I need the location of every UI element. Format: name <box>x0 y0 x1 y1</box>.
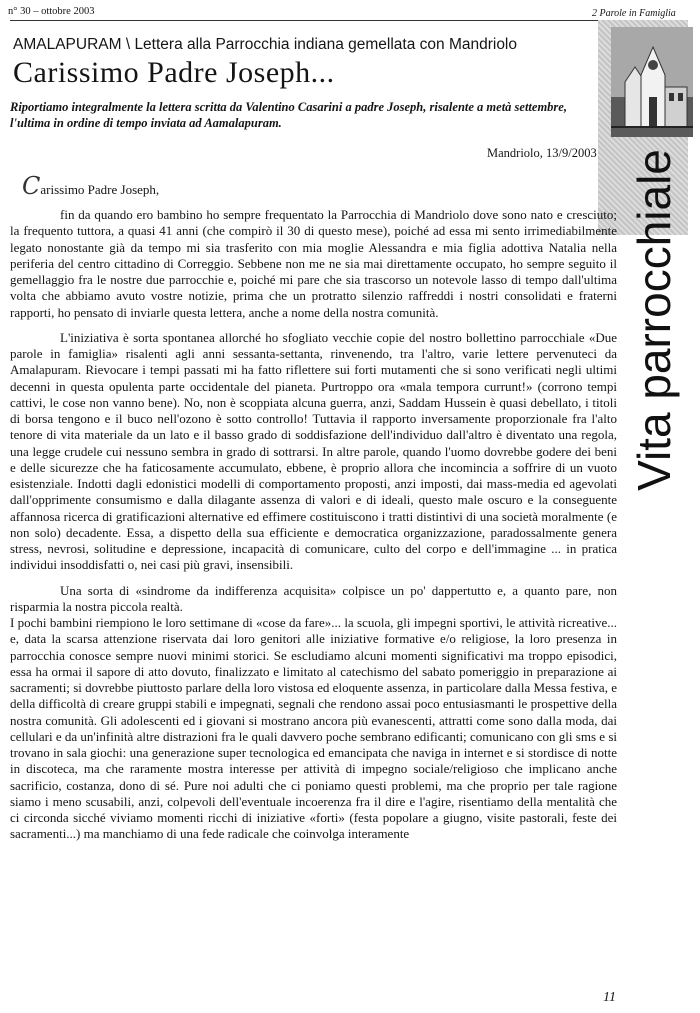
section-title-text: Vita parrocchiale <box>628 149 680 491</box>
body-paragraph-2: L'iniziativa è sorta spontanea allorché ho sfogliato vecchie copie del nostro bollettino parrocchiale «Due parole in famiglia» risalenti agli anni sessanta-settanta, rinvenendo, tra l'altro, varie lettere pervenuteci da Amalapuram. Rievocare i tempi passati mi ha fatto riflettere sui forti mutamenti che si sono verificati negli ultimi decenni in questa opulenta parte occidentale del pianeta. Purtroppo ora «mala tempora currunt!» (corrono tempi cattivi, le cose non vanno bene). No, non è scoppiata alcuna guerra, anzi, Saddam Hussein è quasi debellato, i titoli di borsa tengono e il buco nell'ozono è sotto controllo! Tuttavia il rapporto inversamente proporzionale fra l'alto tenore di vita materiale da un lato e il basso grado di soddisfazione dell'individuo dall'altro è diventato una regola, una legge crudele cui nessuno sembra in grado di sottrarsi. In altre parole, quando l'uomo dovrebbe godere dei beni e delle sicurezze che ha faticosamente accumulato, ebbene, è proprio allora che incomincia a soffrire di un vuoto esistenziale. Indotti dagli edonistici modelli di comportamento proposti, anzi imposti, dai mass-media ed agevolati dall'opprimente consumismo e dalla dilagante assenza di valori e di ideali, questo male oscuro e la conseguente affannosa ricerca di gratificazioni alternative ed effimere costituiscono i tratti distintivi di una società moralmente (e non solo) decadente. Essa, a dispetto della sua efficiente e democratica organizzazione, paradossalmente genera stress, nevrosi, solitudine e depressione, incapacità di comunicare, culto del corpo e dell'immagine ... in pratica individui insoddisfatti o, nei casi più gravi, insensibili. <box>10 329 617 573</box>
article-kicker: AMALAPURAM \ Lettera alla Parrocchia indiana gemellata con Mandriolo <box>13 36 517 53</box>
salutation-text: arissimo Padre Joseph, <box>40 182 160 197</box>
body-paragraph-4: I pochi bambini riempiono le loro settimane di «cose da fare»... la scuola, gli impegni sportivi, le attività ricreative... e, data la scarsa attenzione riservata dai loro genitori alle iniziative formative e/o religiose, la loro presenza in parrocchia conosce sempre nuovi minimi storici. Se escludiamo alcuni momenti significativi ma troppo episodici, essa ha ormai il sapore di atto dovuto, finalizzato e limitato al catechismo del sabato pomeriggio in preparazione ai sacramenti; si dovrebbe piuttosto parlare della loro vistosa ed eloquente assenza, in particolare dalla Messa festiva, e della difficoltà di creare gruppi stabili e impegnati, segnali che rendono assai poco entusiasmanti le prospettive della nostra comunità. Gli adolescenti ed i giovani si mostrano ancora più evanescenti, attratti come sono dalla moda, dai cellulari e da un'infinità altre distrazioni fra le quali davvero poche sembrano edificanti; comunicano con gli sms e si trovano in sala giochi: una generazione super tecnologica ed emancipata che naviga in internet e si stordisce di notte in discoteca, ma che raramente mostra interesse per attività di impegno sociale/religioso che implicano anche sacrificio, costanza, dono di sé. Pure noi adulti che ci poniamo questi problemi, ma che proprio per tale ragione siamo i meno scusabili, anzi, colpevoli dell'eventuale incoerenza fra il dire e l'agire, risentiamo della mentalità che ci circonda sicché viviamo momenti ricchi di iniziative «forti» (festa popolare a giugno, visite pastorali, feste dei sacramenti...) ma manchiamo di una fede radicale che coinvolga interamente <box>10 615 617 842</box>
body-paragraph-3: Una sorta di «sindrome da indifferenza acquisita» colpisce un po' dappertutto e, a quanto pare, non risparmia la nostra piccola realtà. <box>10 582 617 614</box>
letter-salutation <box>22 172 159 200</box>
issue-label: n° 30 – ottobre 2003 <box>8 6 95 17</box>
header-rule <box>10 20 600 21</box>
article-title: Carissimo Padre Joseph... <box>13 56 335 89</box>
church-photo <box>611 27 693 137</box>
salutation-initial: C <box>22 172 41 200</box>
letter-dateline: Mandriolo, 13/9/2003 <box>487 146 597 160</box>
page-number: 11 <box>603 990 616 1005</box>
section-title-vertical <box>614 140 694 500</box>
letter-body <box>10 207 617 843</box>
publication-name: 2 Parole in Famiglia <box>592 8 676 19</box>
article-lead: Riportiamo integralmente la lettera scritta da Valentino Casarini a padre Joseph, risalente a metà settembre, l'ultima in ordine di tempo inviata ad Aamalapuram. <box>10 100 567 130</box>
body-paragraph-1: fin da quando ero bambino ho sempre frequentato la Parrocchia di Mandriolo dove sono nato e cresciuto; la frequento tuttora, a quasi 41 anni (che compirò il 30 di questo mese), poiché ad essa mi sento irrimediabilmente legato nonostante già da tempo mi sia trasferito con mia moglie Alessandra e mia figlia adottiva Natalia nella periferia del centro cittadino di Correggio. Sebbene non me ne sia mai direttamente occupato, ho sempre seguito il gemellaggio fra le nostre due parrocchie e, poiché mi pare che sia trascorso un notevole lasso di tempo dall'ultima volta che abbiamo avuto vostre notizie, prima che un protratto silenzio raffreddi i nostri consolidati e fraterni rapporti, ho pensato di inviarle questa lettera, anche a nome della nostra comunità. <box>10 207 617 320</box>
